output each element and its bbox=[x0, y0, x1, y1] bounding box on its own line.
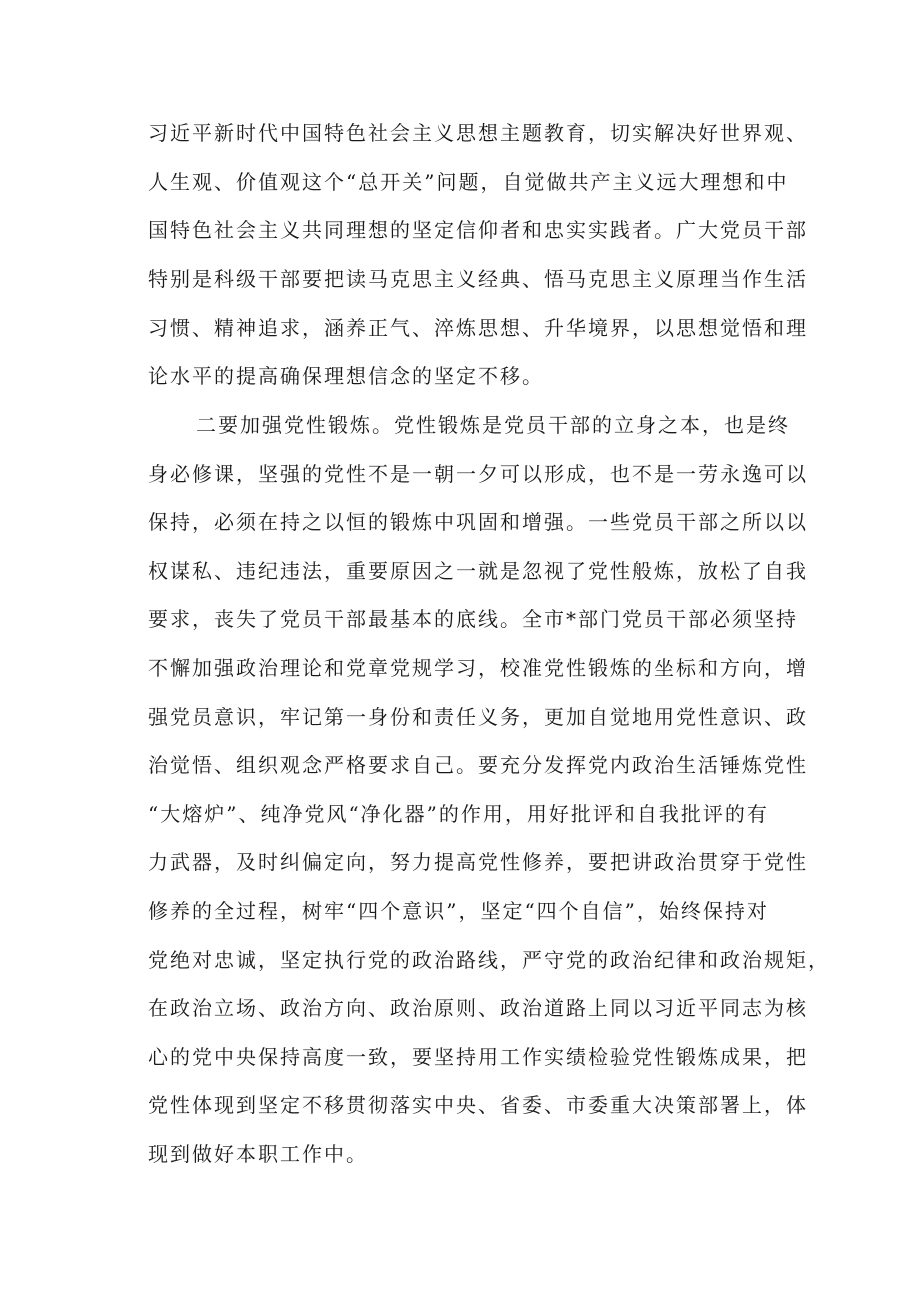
paragraph-2-line-6: 不懈加强政治理论和党章党规学习，校准党性锻炼的坐标和方向，增 bbox=[148, 656, 808, 680]
paragraph-1-line-1: 习近平新时代中国特色社会主义思想主题教育，切实解决好世界观、 bbox=[148, 121, 808, 145]
paragraph-2-line-12: 党绝对忠诚，坚定执行党的政治路线，严守党的政治纪律和政治规矩， bbox=[148, 948, 830, 972]
paragraph-2-line-2: 身必修课，坚强的党性不是一朝一夕可以形成，也不是一劳永逸可以 bbox=[148, 462, 808, 486]
paragraph-2-line-3: 保持，必须在持之以恒的锻炼中巩固和增强。一些党员干部之所以以 bbox=[148, 510, 808, 534]
paragraph-2-line-1: 二要加强党性锻炼。党性锻炼是党员干部的立身之本，也是终 bbox=[196, 413, 790, 437]
paragraph-1-line-2: 人生观、价值观这个“总开关”问题，自觉做共产主义远大理想和中 bbox=[148, 170, 789, 194]
paragraph-2-line-16: 现到做好本职工作中。 bbox=[148, 1142, 368, 1166]
paragraph-2-line-10: 力武器，及时纠偏定向，努力提高党性修养，要把讲政治贯穿于党性 bbox=[148, 850, 808, 874]
paragraph-1-line-4: 特别是科级干部要把读马克思主义经典、悟马克思主义原理当作生活 bbox=[148, 267, 808, 291]
paragraph-2-line-14: 心的党中央保持高度一致，要坚持用工作实绩检验党性锻炼成果，把 bbox=[148, 1045, 808, 1069]
paragraph-2-line-8: 治觉悟、组织观念严格要求自己。要充分发挥党内政治生活锤炼党性 bbox=[148, 753, 808, 777]
paragraph-2-line-7: 强党员意识，牢记第一身份和责任义务，更加自觉地用党性意识、政 bbox=[148, 705, 808, 729]
paragraph-2-line-9: “大熔炉”、纯净党风“净化器”的作用，用好批评和自我批评的有 bbox=[148, 802, 769, 826]
paragraph-2-line-5: 要求，丧失了党员干部最基本的底线。全市*部门党员干部必须坚持 bbox=[148, 607, 798, 631]
paragraph-1-line-3: 国特色社会主义共同理想的坚定信仰者和忠实实践者。广大党员干部 bbox=[148, 218, 808, 242]
paragraph-2-line-4: 权谋私、违纪违法，重要原因之一就是忽视了党性般炼，放松了自我 bbox=[148, 559, 808, 583]
paragraph-2-line-11: 修养的全过程，树牢“四个意识”，坚定“四个自信”，始终保持对 bbox=[148, 899, 769, 923]
paragraph-1-line-6: 论水平的提高确保理想信念的坚定不移。 bbox=[148, 364, 544, 388]
paragraph-1-line-5: 习惯、精神追求，涵养正气、淬炼思想、升华境界，以思想觉悟和理 bbox=[148, 316, 808, 340]
paragraph-2-line-13: 在政治立场、政治方向、政治原则、政治道路上同以习近平同志为核 bbox=[148, 996, 808, 1020]
paragraph-2-line-15: 党性体现到坚定不移贯彻落实中央、省委、市委重大决策部署上，体 bbox=[148, 1093, 808, 1117]
